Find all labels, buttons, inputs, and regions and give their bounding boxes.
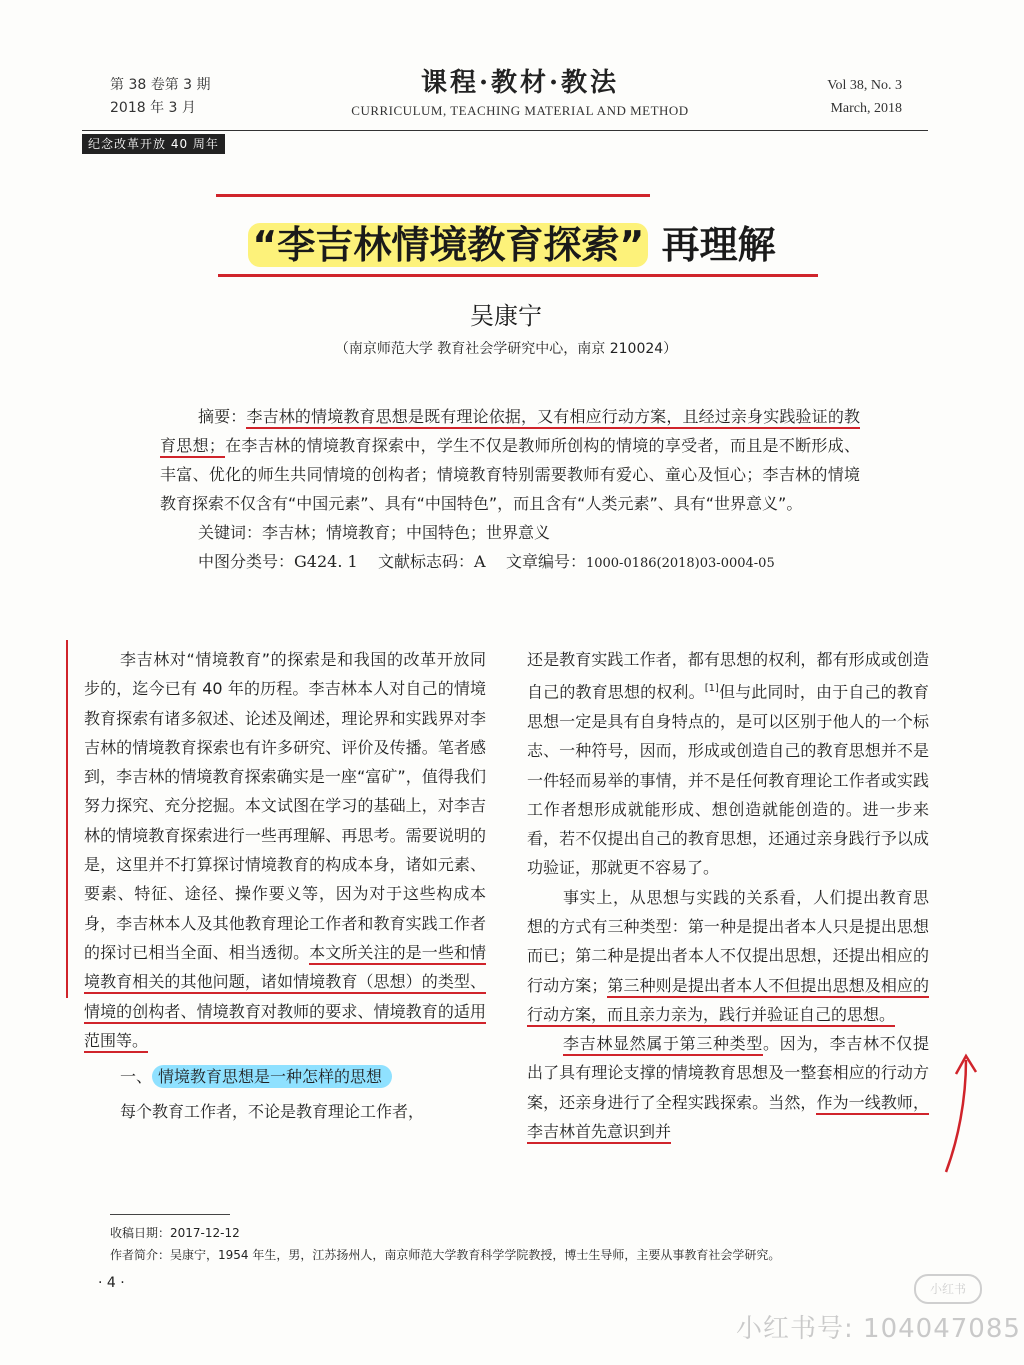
- section-tag: 纪念改革开放 40 周年: [82, 134, 225, 154]
- author-name: 吴康宁: [470, 302, 542, 330]
- volume-en: Vol 38, No. 3: [827, 78, 902, 93]
- abstract-underlined-text: 李吉林的情境教育思想是既有理论依据，又有相应行动方案，且经过亲身实践验证的教育思想；: [160, 407, 860, 458]
- issue-info-cn: [110, 74, 211, 120]
- doc-code-label: 文献标志码：: [378, 552, 475, 571]
- title-top-annotation-line: [216, 194, 650, 197]
- date-en: March, 2018: [830, 101, 902, 116]
- article-number-label: 文章编号：: [505, 552, 586, 571]
- page-number: · 4 ·: [98, 1275, 125, 1291]
- abstract-text: 在李吉林的情境教育探索中，学生不仅是教师所创构的情境的享受者，而且是不断形成、丰富、优化的师生共同情境的创构者；情境教育特别需要教师有爱心、童心及恒心；李吉林的情境教育探索不仅含有“中国元素”、具有“中国特色”，而且含有“人类元素”、具有“世界意义”。: [160, 436, 860, 513]
- author-bio: 作者简介：吴康宁，1954 年生，男，江苏扬州人，南京师范大学教育科学学院教授，博士生导师，主要从事教育社会学研究。: [110, 1248, 781, 1262]
- paragraph-text: 李吉林对“情境教育”的探索是和我国的改革开放同步的，迄今已有 40 年的历程。李吉林本人对自己的情境教育探索有诸多叙述、论述及阐述，理论界和实践界对李吉林的情境教育探索也有许多研究、评价及传播。笔者感到，李吉林的情境教育探索确实是一座“富矿”，值得我们努力探究、充分挖掘。本文试图在学习的基础上，对李吉林的情境教育探索进行一些再理解、再思考。需要说明的是，这里并不打算探讨情境教育的构成本身，诸如元素、要素、特征、途径、操作要义等，因为对于这些构成本身，李吉林本人及其他教育理论工作者和教育实践工作者的探讨已相当全面、相当透彻。: [84, 650, 486, 962]
- body-column-left: [84, 645, 486, 1126]
- paragraph-text: 。因为，李吉林不仅提出了具有理论支撑的情境教育思想及一整套相应的行动方案，还亲身进行了全程实践探索。当然，: [527, 1034, 929, 1112]
- watermark-badge: 小红书: [914, 1274, 982, 1304]
- abstract-paragraph: [160, 402, 860, 518]
- abstract-block: [160, 402, 860, 578]
- journal-name-cn: 课程·教材·教法: [420, 68, 620, 98]
- class-value: G424. 1: [294, 552, 358, 571]
- underlined-text: 第三种则是提出者本人不但提出思想及相应的行动方案，而且亲力亲为，践行并验证自己的思想。: [527, 976, 929, 1027]
- footnote: [110, 1222, 780, 1266]
- class-label: 中图分类号：: [198, 552, 295, 571]
- article-title: [200, 214, 824, 269]
- paragraph-text: 还是教育实践工作者，都有思想的权利，都有形成或创造自己的教育思想的权利。: [527, 650, 929, 702]
- issue-info-en: [827, 74, 902, 120]
- title-rest: 再理解: [661, 223, 776, 267]
- section-heading: [84, 1063, 486, 1091]
- journal-name-en: CURRICULUM, TEACHING MATERIAL AND METHOD: [351, 103, 689, 118]
- keywords-line: 关键词：李吉林；情境教育；中国特色；世界意义: [198, 523, 551, 542]
- body-paragraph: 每个教育工作者，不论是教育理论工作者，: [120, 1102, 425, 1122]
- header-rule: [82, 130, 928, 131]
- watermark-text: 小红书号: 104047085: [736, 1314, 1021, 1344]
- classification-line: [160, 547, 860, 578]
- doc-code-value: A: [474, 552, 486, 571]
- volume-cn: 第 38 卷第 3 期: [110, 77, 211, 93]
- journal-masthead: [300, 62, 740, 119]
- footnote-rule: [110, 1214, 230, 1215]
- received-date: 收稿日期：2017-12-12: [110, 1226, 240, 1240]
- reference-marker: [1]: [704, 683, 719, 695]
- section-title-highlighted: 情境教育思想是一种怎样的思想: [152, 1065, 392, 1088]
- title-highlighted-part: “李吉林情境教育探索”: [248, 223, 648, 267]
- article-number-value: 1000-0186(2018)03-0004-05: [585, 556, 775, 571]
- underlined-text: 作为一线教师，李吉林首先意识到并: [527, 1093, 929, 1144]
- body-paragraph: [527, 883, 929, 1029]
- section-number: 一、: [120, 1067, 153, 1087]
- abstract-label: 摘要：: [198, 407, 247, 426]
- date-cn: 2018 年 3 月: [110, 100, 196, 116]
- underlined-text: 李吉林显然属于第三种类型: [563, 1034, 763, 1056]
- paragraph-text: 但与此同时，由于自己的教育思想一定是具有自身特点的，是可以区别于他人的一个标志、一种符号，因而，形成或创造自己的教育思想并不是一件轻而易举的事情，并不是任何教育理论工作者或实践工作者想形成就能形成、想创造就能创造的。进一步来看，若不仅提出自己的教育思想，还通过亲身践行予以成功验证，那就更不容易了。: [527, 682, 929, 878]
- body-column-right: [527, 645, 929, 1146]
- paragraph-text: 事实上，从思想与实践的关系看，人们提出教育思想的方式有三种类型：第一种是提出者本人只是提出思想而已；第二种是提出者本人不仅提出思想，还提出相应的行动方案；: [527, 887, 929, 995]
- body-paragraph: [84, 645, 486, 1055]
- body-paragraph: [527, 645, 929, 883]
- title-bottom-annotation-line: [218, 274, 818, 277]
- body-paragraph: [527, 1029, 929, 1146]
- author-affiliation: （南京师范大学 教育社会学研究中心，南京 210024）: [334, 341, 678, 357]
- underlined-text: 本文所关注的是一些和情境教育相关的其他问题，诸如情境教育（思想）的类型、情境的创构者、情境教育对教师的要求、情境教育的适用范围等。: [84, 943, 486, 1053]
- left-margin-annotation-line: [66, 640, 68, 998]
- red-arrow-annotation-icon: [936, 1040, 986, 1180]
